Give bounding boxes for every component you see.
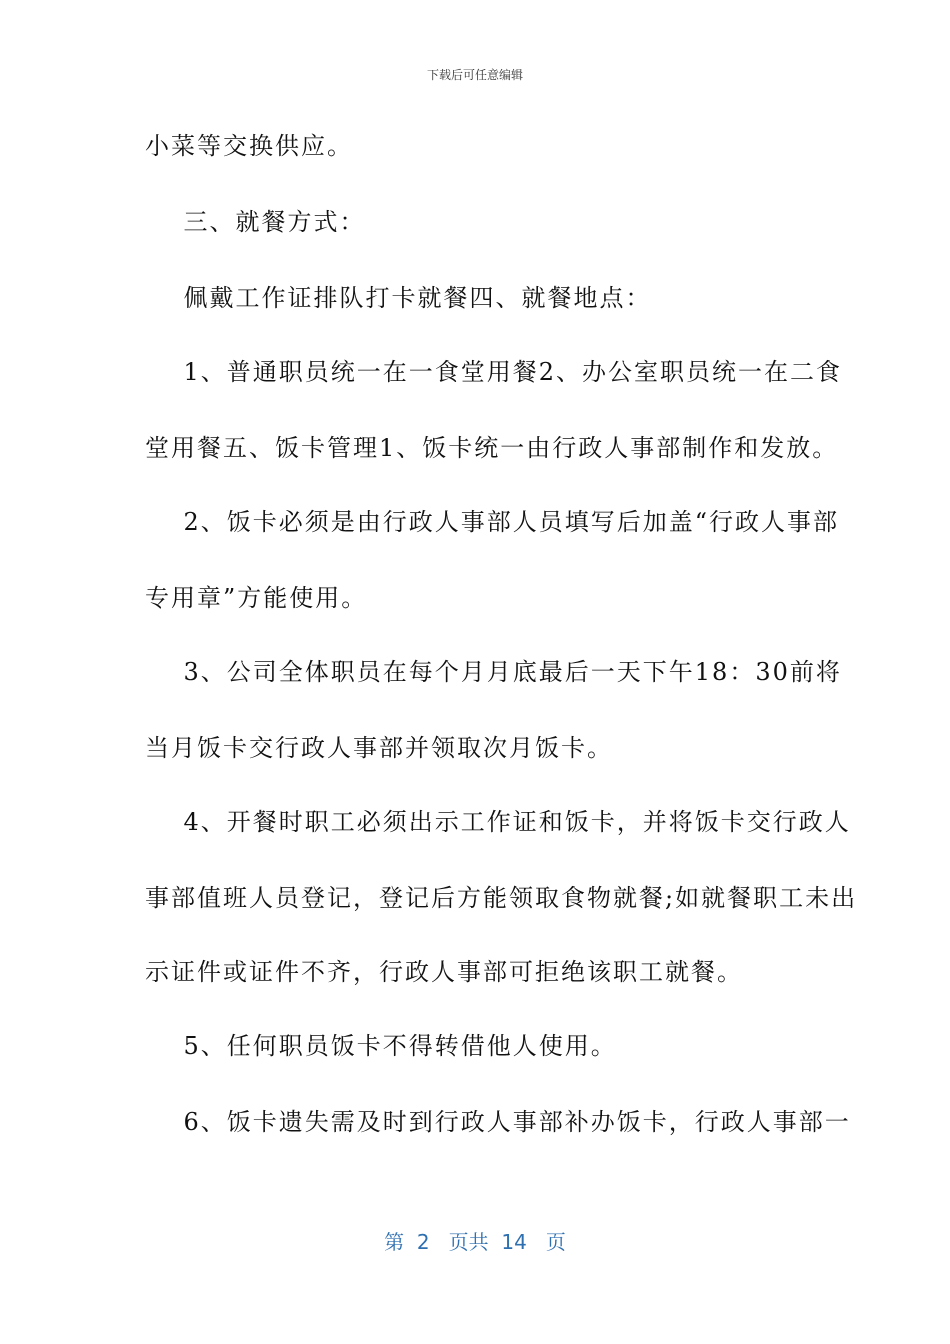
body-line: 示证件或证件不齐，行政人事部可拒绝该职工就餐。 <box>145 958 743 986</box>
body-line: 当月饭卡交行政人事部并领取次月饭卡。 <box>145 734 613 762</box>
body-line: 6、饭卡遗失需及时到行政人事部补办饭卡，行政人事部一 <box>145 1108 851 1136</box>
body-line: 堂用餐五、饭卡管理1、饭卡统一由行政人事部制作和发放。 <box>145 434 839 462</box>
body-line: 佩戴工作证排队打卡就餐四、就餐地点： <box>145 284 652 312</box>
body-line: 2、饭卡必须是由行政人事部人员填写后加盖“行政人事部 <box>145 508 840 536</box>
body-line: 小菜等交换供应。 <box>145 132 353 160</box>
body-line: 三、就餐方式： <box>145 208 366 236</box>
body-line: 5、任何职员饭卡不得转借他人使用。 <box>145 1032 617 1060</box>
page-footer: 第 2 页共 14 页 <box>384 1230 566 1254</box>
body-line: 专用章”方能使用。 <box>145 584 368 612</box>
body-line: 1、普通职员统一在一食堂用餐2、办公室职员统一在二食 <box>145 358 843 386</box>
body-line: 事部值班人员登记，登记后方能领取食物就餐;如就餐职工未出 <box>145 884 858 912</box>
body-line: 4、开餐时职工必须出示工作证和饭卡，并将饭卡交行政人 <box>145 808 851 836</box>
body-line: 3、公司全体职员在每个月月底最后一天下午18：30前将 <box>145 658 842 686</box>
page-header: 下载后可任意编辑 <box>426 68 523 82</box>
